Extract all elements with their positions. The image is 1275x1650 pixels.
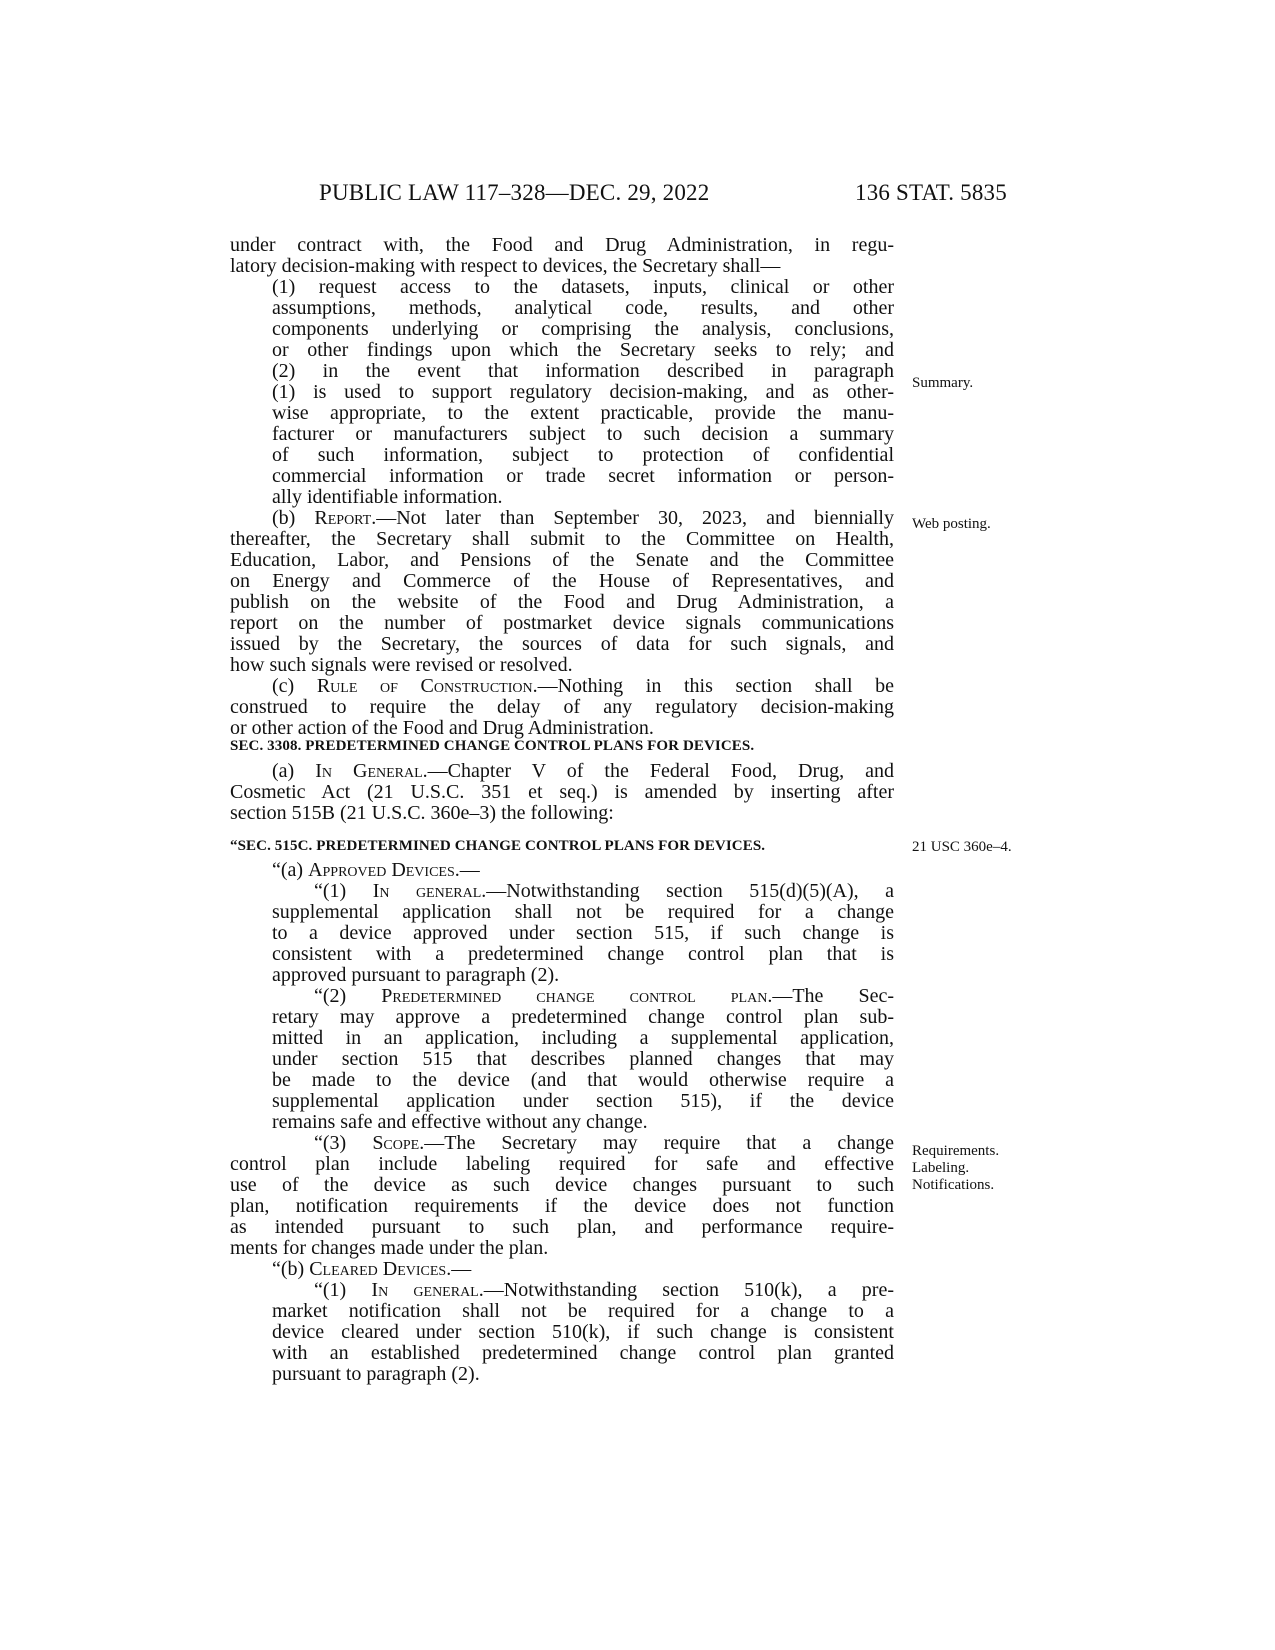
page-header-stat: 136 STAT. 5835 [855, 180, 1007, 205]
text-line: use of the device as such device changes pursuant to such [230, 1174, 894, 1196]
text-line: pursuant to paragraph (2). [272, 1363, 480, 1385]
text-line: with an established predetermined change control plan granted [272, 1342, 894, 1364]
text-line: latory decision-making with respect to devices, the Secretary shall— [230, 255, 781, 277]
text-line: construed to require the delay of any regulatory decision-making [230, 696, 894, 718]
approved-devices-heading-line: “(a) Approved Devices.— [272, 859, 480, 881]
cleared-devices-heading-line: “(b) Cleared Devices.— [272, 1258, 472, 1280]
text-line: (1) is used to support regulatory decision-making, and as other- [272, 381, 894, 403]
intro-block [230, 235, 894, 739]
text-line: facturer or manufacturers subject to such decision a summary [272, 423, 894, 445]
text-line: commercial information or trade secret information or person- [272, 465, 894, 487]
text-line: of such information, subject to protection of confidential [272, 444, 894, 466]
a1-heading: In general [372, 880, 482, 902]
rule-heading: Rule of Construction [316, 675, 533, 697]
text-line: issued by the Secretary, the sources of data for such signals, and [230, 633, 894, 655]
text-line: or other findings upon which the Secretary seeks to rely; and [272, 339, 894, 361]
text-line: wise appropriate, to the extent practicable, provide the manu- [272, 402, 894, 424]
text-line: components underlying or comprising the analysis, conclusions, [272, 318, 894, 340]
text-line: supplemental application under section 515), if the device [272, 1090, 894, 1112]
text-line: Cosmetic Act (21 U.S.C. 351 et seq.) is amended by inserting after [230, 781, 894, 803]
section-515c-heading: “SEC. 515C. PREDETERMINED CHANGE CONTROL PLANS FOR DEVICES. [230, 838, 766, 854]
text-line: be made to the device (and that would otherwise require a [272, 1069, 894, 1091]
text-line: control plan include labeling required for safe and effective [230, 1153, 894, 1175]
page-header-law: PUBLIC LAW 117–328—DEC. 29, 2022 [319, 180, 710, 205]
b1-heading: In general [371, 1279, 479, 1301]
text-line: as intended pursuant to such plan, and performance require- [230, 1216, 894, 1238]
text-line: approved pursuant to paragraph (2). [272, 964, 560, 986]
text-line: ally identifiable information. [272, 486, 503, 508]
margin-note-summary: Summary. [912, 375, 974, 391]
text-line: how such signals were revised or resolved. [230, 654, 573, 676]
text-line: device cleared under section 510(k), if such change is consistent [272, 1321, 894, 1343]
text-line: or other action of the Food and Drug Administration. [230, 717, 654, 739]
text-line: report on the number of postmarket device signals communications [230, 612, 894, 634]
text-line: (1) request access to the datasets, inputs, clinical or other [272, 276, 894, 298]
cleared-devices-heading: Cleared Devices [309, 1258, 447, 1280]
text-line: assumptions, methods, analytical code, results, and other [272, 297, 894, 319]
text-line: plan, notification requirements if the device does not function [230, 1195, 894, 1217]
a3-heading: Scope [372, 1132, 420, 1154]
text-line: under contract with, the Food and Drug Administration, in regu- [230, 234, 894, 256]
text-line: Education, Labor, and Pensions of the Senate and the Committee [230, 549, 894, 571]
text-line: (2) in the event that information described in paragraph [272, 360, 894, 382]
text-line: ments for changes made under the plan. [230, 1237, 549, 1259]
text-line: mitted in an application, including a supplemental application, [272, 1027, 894, 1049]
text-line: remains safe and effective without any change. [272, 1111, 648, 1133]
text-line: on Energy and Commerce of the House of Representatives, and [230, 570, 894, 592]
text-line: supplemental application shall not be required for a change [272, 901, 894, 923]
text-line: retary may approve a predetermined change control plan sub- [272, 1006, 894, 1028]
margin-note-labeling: Labeling. [912, 1160, 970, 1176]
text-line: thereafter, the Secretary shall submit to the Committee on Health, [230, 528, 894, 550]
b1-first-line: “(1) In general.—Notwithstanding section 510(k), a pre- [314, 1279, 894, 1301]
text-line: section 515B (21 U.S.C. 360e–3) the following: [230, 802, 614, 824]
text-line: market notification shall not be required for a change to a [272, 1300, 894, 1322]
section-3308-heading: SEC. 3308. PREDETERMINED CHANGE CONTROL PLANS FOR DEVICES. [230, 738, 755, 754]
text-line: to a device approved under section 515, if such change is [272, 922, 894, 944]
in-general-first-line: (a) In General.—Chapter V of the Federal Food, Drug, and [272, 760, 894, 782]
in-general-heading: In General [315, 760, 423, 782]
report-first-line: (b) Report.—Not later than September 30, 2023, and biennially [272, 507, 894, 529]
a2-heading: Predetermined change control plan [381, 985, 768, 1007]
report-heading: Report [314, 507, 372, 529]
margin-note-web-posting: Web posting. [912, 516, 991, 532]
margin-note-usc: 21 USC 360e–4. [912, 839, 1012, 855]
margin-note-notifications: Notifications. [912, 1177, 995, 1193]
text-line: consistent with a predetermined change control plan that is [272, 943, 894, 965]
in-general-block [230, 761, 894, 824]
text-line: under section 515 that describes planned changes that may [272, 1048, 894, 1070]
rule-first-line: (c) Rule of Construction.—Nothing in this section shall be [272, 675, 894, 697]
a1-first-line: “(1) In general.—Notwithstanding section 515(d)(5)(A), a [314, 880, 894, 902]
a3-first-line: “(3) Scope.—The Secretary may require that a change [314, 1132, 895, 1154]
approved-devices-heading: Approved Devices [308, 859, 455, 881]
text-line: publish on the website of the Food and Drug Administration, a [230, 591, 894, 613]
section-515c-block [230, 860, 894, 1385]
margin-note-requirements: Requirements. [912, 1143, 1000, 1159]
a2-first-line: “(2) Predetermined change control plan.—The Sec- [314, 985, 894, 1007]
